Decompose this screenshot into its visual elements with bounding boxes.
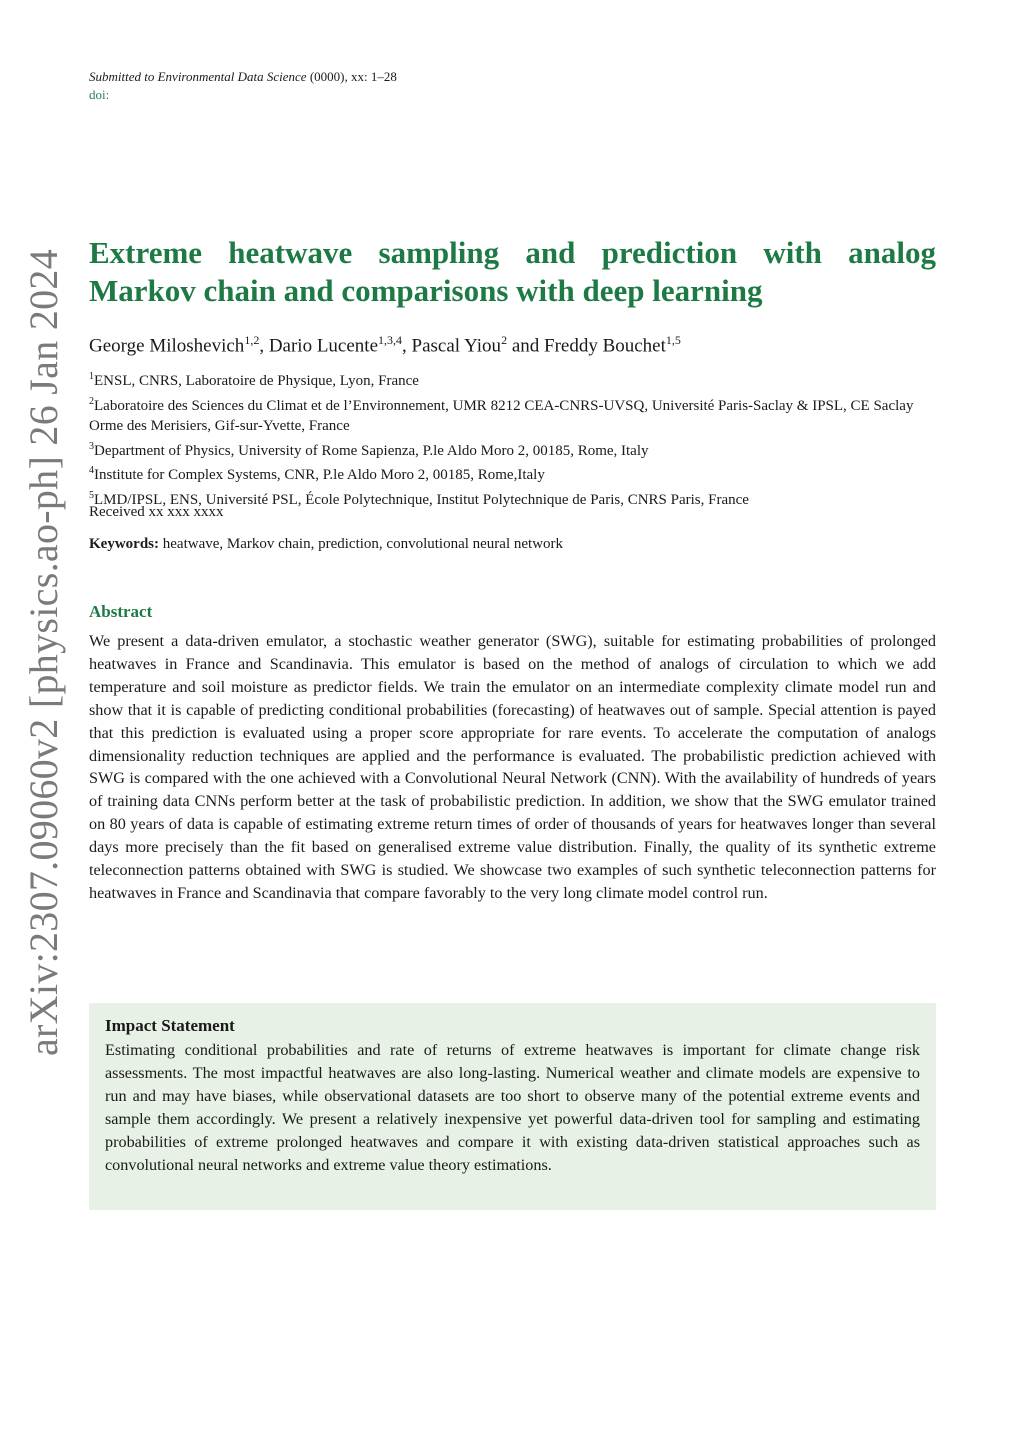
impact-body: Estimating conditional probabilities and rate of returns of extreme heatwaves is important for climate change risk assessments. The most impactful heatwaves are also long-lasting. Numerical weather and climate models are expensive to run and may have biases, while observational datasets are too short to observe many of the potential extreme events and sample them accordingly. We present a relatively inexpensive yet powerful data-driven tool for sampling and estimating probabilities of extreme prolonged heatwaves and compare it with existing data-driven statistical approaches such as convolutional neural networks and extreme value theory estimations.: [105, 1041, 920, 1174]
affiliation-text: Laboratoire des Sciences du Climat et de l’Environnement, UMR 8212 CEA-CNRS-UVSQ, Université Paris-Saclay & IPSL, CE Saclay Orme des Merisiers, Gif-sur-Yvette, France: [89, 397, 914, 435]
impact-heading: Impact Statement: [105, 1016, 235, 1035]
author-separator: ,: [402, 335, 412, 357]
page-header: [89, 68, 397, 104]
abstract-body: We present a data-driven emulator, a stochastic weather generator (SWG), suitable for estimating probabilities of prolonged heatwaves in France and Scandinavia. This emulator is based on the method of analogs of circulation to which we add temperature and soil moisture as predictor fields. We train the emulator on an intermediate complexity climate model run and show that it is capable of predicting conditional probabilities (forecasting) of heatwaves out of sample. Special attention is payed that this prediction is evaluated using a proper score appropriate for rare events. To accelerate the computation of analogs dimensionality reduction techniques are applied and the performance is evaluated. The probabilistic prediction achieved with SWG is compared with the one achieved with a Convolutional Neural Network (CNN). With the availability of hundreds of years of training data CNNs perform better at the task of probabilistic prediction. In addition, we show that the SWG emulator trained on 80 years of data is capable of estimating extreme return times of order of thousands of years for heatwaves longer than several days more precisely than the fit based on generalised extreme value distribution. Finally, the quality of its synthetic extreme teleconnection patterns obtained with SWG is studied. We showcase two examples of such synthetic teleconnection patterns for heatwaves in France and Scandinavia that compare favorably to the very long climate model control run.: [89, 632, 936, 902]
author-affiliation-marker: 2: [501, 333, 508, 347]
doi-link[interactable]: doi:: [89, 87, 110, 102]
journal-name: Submitted to Environmental Data Science: [89, 69, 307, 84]
received-date: Received xx xxx xxxx: [89, 504, 224, 520]
affiliation-item: [89, 367, 939, 392]
keywords-line: [89, 536, 563, 553]
arxiv-sidebar-stamp: arXiv:2307.09060v2 [physics.ao-ph] 26 Jan 2024: [21, 248, 66, 1056]
affiliation-text: LMD/IPSL, ENS, Université PSL, École Polytechnique, Institut Polytechnique de Paris, CNRS Paris, France: [94, 491, 749, 508]
affiliation-item: [89, 461, 939, 486]
author-affiliation-marker: 1,3,4: [378, 333, 403, 347]
author-name: George Miloshevich: [89, 335, 245, 357]
affiliation-text: ENSL, CNRS, Laboratoire de Physique, Lyon, France: [94, 373, 419, 389]
author-name: Dario Lucente: [268, 335, 379, 357]
author-affiliation-marker: 1,2: [244, 333, 260, 347]
affiliation-text: Department of Physics, University of Rome Sapienza, P.le Aldo Moro 2, 00185, Rome, Italy: [94, 442, 649, 459]
paper-title: Extreme heatwave sampling and prediction with analog Markov chain and comparisons with deep learning: [89, 235, 936, 308]
journal-line: [89, 68, 397, 86]
affiliation-number: 3: [89, 440, 94, 452]
author-list: [89, 327, 681, 359]
affiliation-number: 4: [89, 465, 94, 477]
author-separator: and: [507, 335, 544, 357]
author-name: Freddy Bouchet: [544, 335, 666, 357]
abstract-heading: Abstract: [89, 602, 153, 621]
affiliation-number: 1: [89, 371, 94, 382]
keywords-text: heatwave, Markov chain, prediction, convolutional neural network: [159, 536, 564, 552]
author-separator: ,: [259, 335, 269, 357]
affiliation-item: [89, 437, 939, 462]
keywords-label: Keywords:: [89, 536, 159, 552]
affiliation-text: Institute for Complex Systems, CNR, P.le Aldo Moro 2, 00185, Rome,Italy: [94, 467, 545, 484]
author-affiliation-marker: 1,5: [665, 333, 681, 347]
affiliation-number: 5: [89, 489, 94, 501]
affiliation-list: [89, 367, 939, 511]
affiliation-item: [89, 392, 939, 437]
impact-statement-box: [89, 1003, 936, 1210]
affiliation-number: 2: [89, 395, 94, 407]
author-name: Pascal Yiou: [411, 335, 502, 357]
journal-citation: (0000), xx: 1–28: [306, 69, 397, 84]
